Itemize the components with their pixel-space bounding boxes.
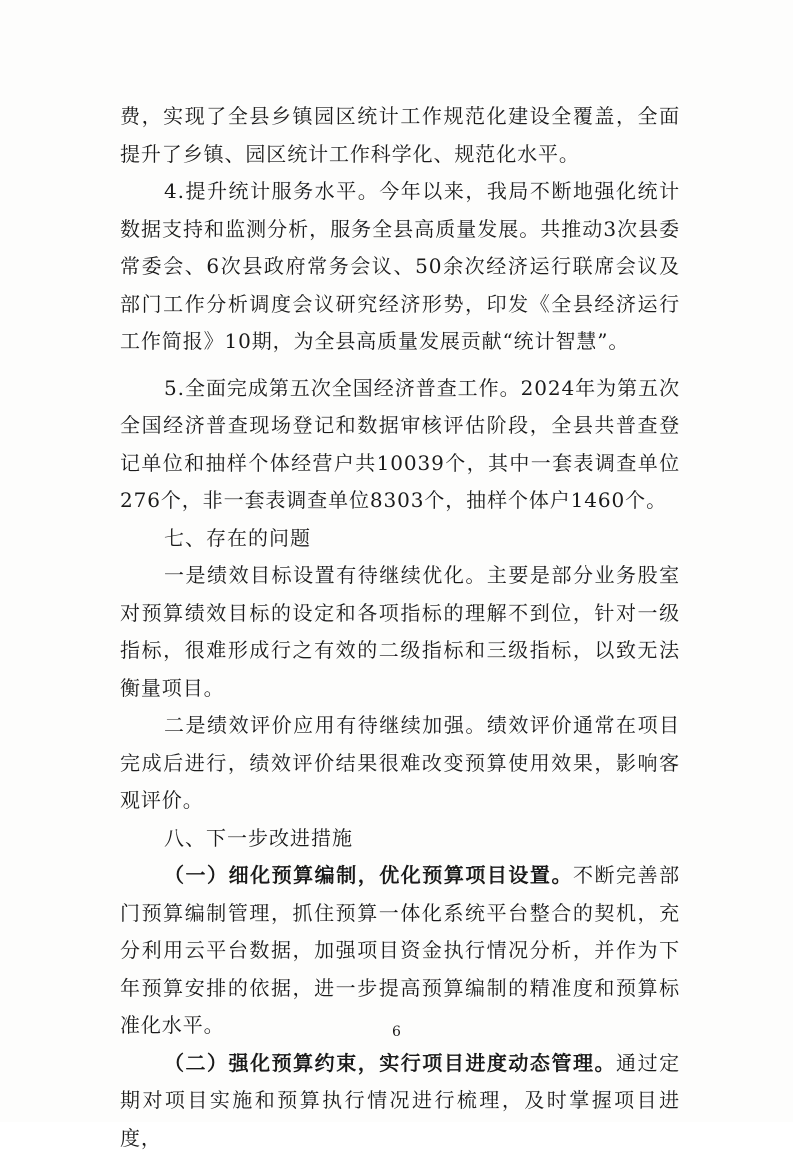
paragraph-item-5: 5.全面完成第五次全国经济普查工作。2024年为第五次全国经济普查现场登记和数据审核评估阶段，全县共普查登记单位和抽样个体经营户共10039个，其中一套表调查单位276个，非一套表调查单位8303个，抽样个体户1460个。 [120, 370, 680, 520]
measure-2-body: 通过定期对项目实施和预算执行情况进行梳理，及时掌握项目进度， [120, 1051, 680, 1150]
section-heading-7: 七、存在的问题 [120, 520, 680, 558]
page-number: 6 [0, 1024, 793, 1040]
measure-1-lead: （一）细化预算编制，优化预算项目设置。 [164, 863, 573, 887]
measure-1-body: 不断完善部门预算编制管理，抓住预算一体化系统平台整合的契机，充分利用云平台数据，加强项目资金执行情况分析，并作为下年预算安排的依据，进一步提高预算编制的精准度和预算标准化水平。 [120, 863, 680, 1037]
section-heading-8: 八、下一步改进措施 [120, 820, 680, 858]
paragraph-continuation: 费，实现了全县乡镇园区统计工作规范化建设全覆盖，全面提升了乡镇、园区统计工作科学化、规范化水平。 [120, 98, 680, 173]
measure-2-lead: （二）强化预算约束，实行项目进度动态管理。 [164, 1051, 616, 1075]
paragraph-gap [120, 361, 680, 370]
paragraph-problem-2: 二是绩效评价应用有待继续加强。绩效评价通常在项目完成后进行，绩效评价结果很难改变预算使用效果，影响客观评价。 [120, 707, 680, 820]
document-body [120, 98, 680, 1157]
paragraph-measure-2 [120, 1045, 680, 1157]
paragraph-measure-1 [120, 857, 680, 1045]
paragraph-problem-1: 一是绩效目标设置有待继续优化。主要是部分业务股室对预算绩效目标的设定和各项指标的理解不到位，针对一级指标，很难形成行之有效的二级指标和三级指标，以致无法衡量项目。 [120, 557, 680, 707]
paragraph-item-4: 4.提升统计服务水平。今年以来，我局不断地强化统计数据支持和监测分析，服务全县高质量发展。共推动3次县委常委会、6次县政府常务会议、50余次经济运行联席会议及部门工作分析调度会议研究经济形势，印发《全县经济运行工作简报》10期，为全县高质量发展贡献“统计智慧”。 [120, 173, 680, 361]
